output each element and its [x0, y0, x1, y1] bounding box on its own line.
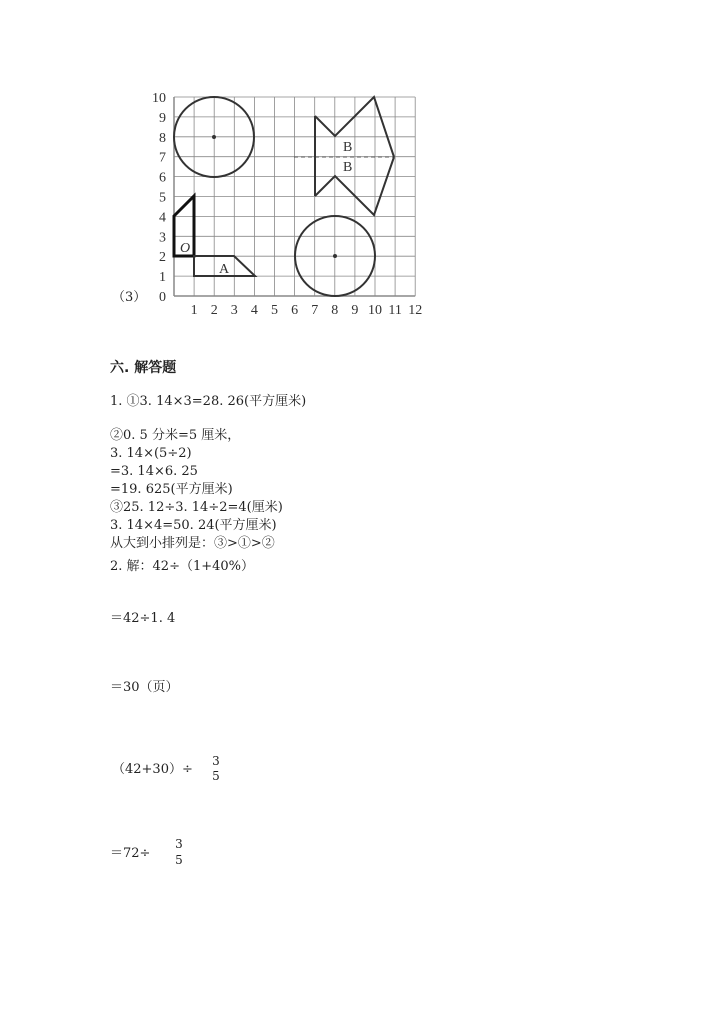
x-tick-label: 5 — [271, 303, 278, 318]
y-tick-label: 5 — [159, 190, 166, 206]
x-tick-label: 12 — [408, 303, 423, 318]
answer-step3: （42+30）÷ — [112, 762, 193, 777]
answer-line: 从大到小排列是：③>①>② — [110, 536, 275, 551]
fraction-numerator: 3 — [175, 837, 183, 851]
point-label-o: O — [180, 241, 191, 256]
y-tick-label: 0 — [159, 290, 166, 305]
answer-q1 — [110, 393, 306, 553]
x-tick-label: 6 — [291, 303, 299, 318]
x-tick-label: 9 — [351, 303, 359, 318]
x-tick-label: 3 — [230, 303, 238, 318]
section-title: 六. 解答题 — [110, 360, 177, 376]
answer-line: =19. 625(平方厘米) — [110, 482, 233, 497]
y-tick-label: 8 — [159, 130, 166, 146]
x-tick-label: 1 — [190, 303, 198, 318]
answer-step2: ＝30（页） — [110, 680, 179, 695]
x-tick-label: 10 — [368, 303, 382, 318]
fraction-denominator: 5 — [212, 769, 220, 783]
shape-label-b-top: B — [343, 140, 353, 155]
answer-line: 3. 14×(5÷2) — [110, 446, 192, 461]
answer-q2-intro: 2. 解：42÷（1+40%） — [110, 559, 255, 574]
x-tick-label: 7 — [311, 303, 319, 318]
fraction-numerator: 3 — [212, 754, 220, 768]
y-tick-label: 7 — [159, 150, 166, 166]
grid-figure — [100, 88, 440, 328]
x-tick-label: 11 — [388, 303, 402, 318]
question-number: （3） — [112, 290, 147, 305]
shape-label-a: A — [219, 262, 230, 277]
y-tick-label: 10 — [152, 91, 166, 106]
y-tick-label: 4 — [159, 210, 166, 226]
answer-line: ②0. 5 分米=5 厘米， — [110, 428, 241, 443]
answer-line: =3. 14×6. 25 — [110, 464, 198, 479]
answer-step4: ＝72÷ — [110, 846, 151, 861]
circle-bottom-right-center — [333, 254, 337, 258]
y-tick-label: 1 — [159, 270, 166, 286]
x-tick-label: 4 — [250, 303, 258, 318]
y-tick-label: 2 — [159, 250, 166, 266]
answer-line: 3. 14×4=50. 24(平方厘米) — [110, 518, 277, 533]
answer-line: ③25. 12÷3. 14÷2=4(厘米) — [110, 500, 283, 515]
y-tick-label: 6 — [159, 170, 166, 186]
answer-step1: ＝42÷1. 4 — [110, 611, 176, 626]
x-tick-label: 8 — [331, 303, 339, 318]
circle-top-left-center — [212, 135, 216, 139]
y-tick-label: 3 — [159, 230, 166, 246]
shape-label-b-bottom: B — [343, 160, 353, 175]
x-tick-label: 2 — [210, 303, 218, 318]
fraction-denominator: 5 — [175, 853, 183, 867]
answer-line: 1. ①3. 14×3=28. 26(平方厘米) — [110, 394, 307, 409]
y-tick-label: 9 — [159, 110, 166, 126]
grid-lines — [174, 97, 415, 296]
